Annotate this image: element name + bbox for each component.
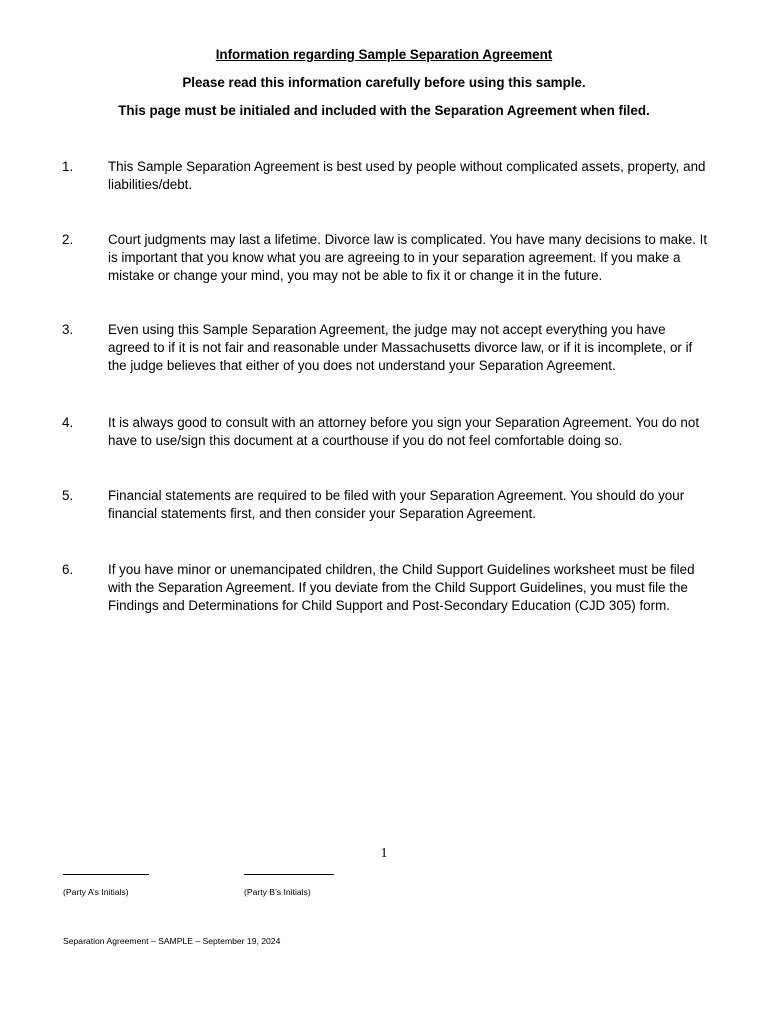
list-item-text: This Sample Separation Agreement is best used by people without complicated assets, property, and liabilities/debt. — [108, 159, 706, 192]
list-item-text: Court judgments may last a lifetime. Divorce law is complicated. You have many decisions to make. It is important that you know what you are agreeing to in your separation agreement. If you make a mistake or change your mind, you may not be able to fix it or change it in the future. — [108, 232, 708, 283]
list-item — [62, 487, 712, 523]
party-a-initials-line[interactable] — [63, 874, 149, 875]
list-item-number: 2. — [62, 232, 74, 247]
list-item-number: 3. — [62, 322, 74, 337]
page-number: 1 — [380, 846, 388, 861]
party-a-initials-label: (Party A’s Initials) — [63, 887, 129, 897]
list-item — [62, 321, 712, 374]
list-item — [62, 231, 712, 284]
list-item — [62, 561, 712, 614]
filing-notice: This page must be initialed and included with the Separation Agreement when filed. — [118, 103, 650, 118]
list-item-text: If you have minor or unemancipated children, the Child Support Guidelines worksheet must be filed with the Separation Agreement. If you deviate from the Child Support Guidelines, you must file the Findings and Determinations for Child Support and Post-Secondary Education (CJD 305) form. — [108, 562, 695, 613]
list-item-number: 1. — [62, 159, 74, 174]
list-item-number: 4. — [62, 415, 74, 430]
list-item — [62, 158, 712, 194]
list-item-text: Financial statements are required to be filed with your Separation Agreement. You should do your financial statements first, and then consider your Separation Agreement. — [108, 488, 685, 521]
party-b-initials-line[interactable] — [244, 874, 334, 875]
instruction-text: Please read this information carefully before using this sample. — [182, 75, 586, 90]
list-item-text: Even using this Sample Separation Agreement, the judge may not accept everything you have agreed to if it is not fair and reasonable under Massachusetts divorce law, or if it is incomplete, or if the judge believes that either of you does not understand your Separation Agreement. — [108, 322, 693, 373]
page-footer: Separation Agreement – SAMPLE – September 19, 2024 — [63, 936, 281, 946]
list-item — [62, 414, 712, 450]
document-title: Information regarding Sample Separation Agreement — [215, 47, 553, 62]
list-item-number: 6. — [62, 562, 74, 577]
party-b-initials-label: (Party B’s Initials) — [244, 887, 311, 897]
list-item-number: 5. — [62, 488, 74, 503]
list-item-text: It is always good to consult with an attorney before you sign your Separation Agreement. You do not have to use/sign this document at a courthouse if you do not feel comfortable doing so. — [108, 415, 700, 448]
